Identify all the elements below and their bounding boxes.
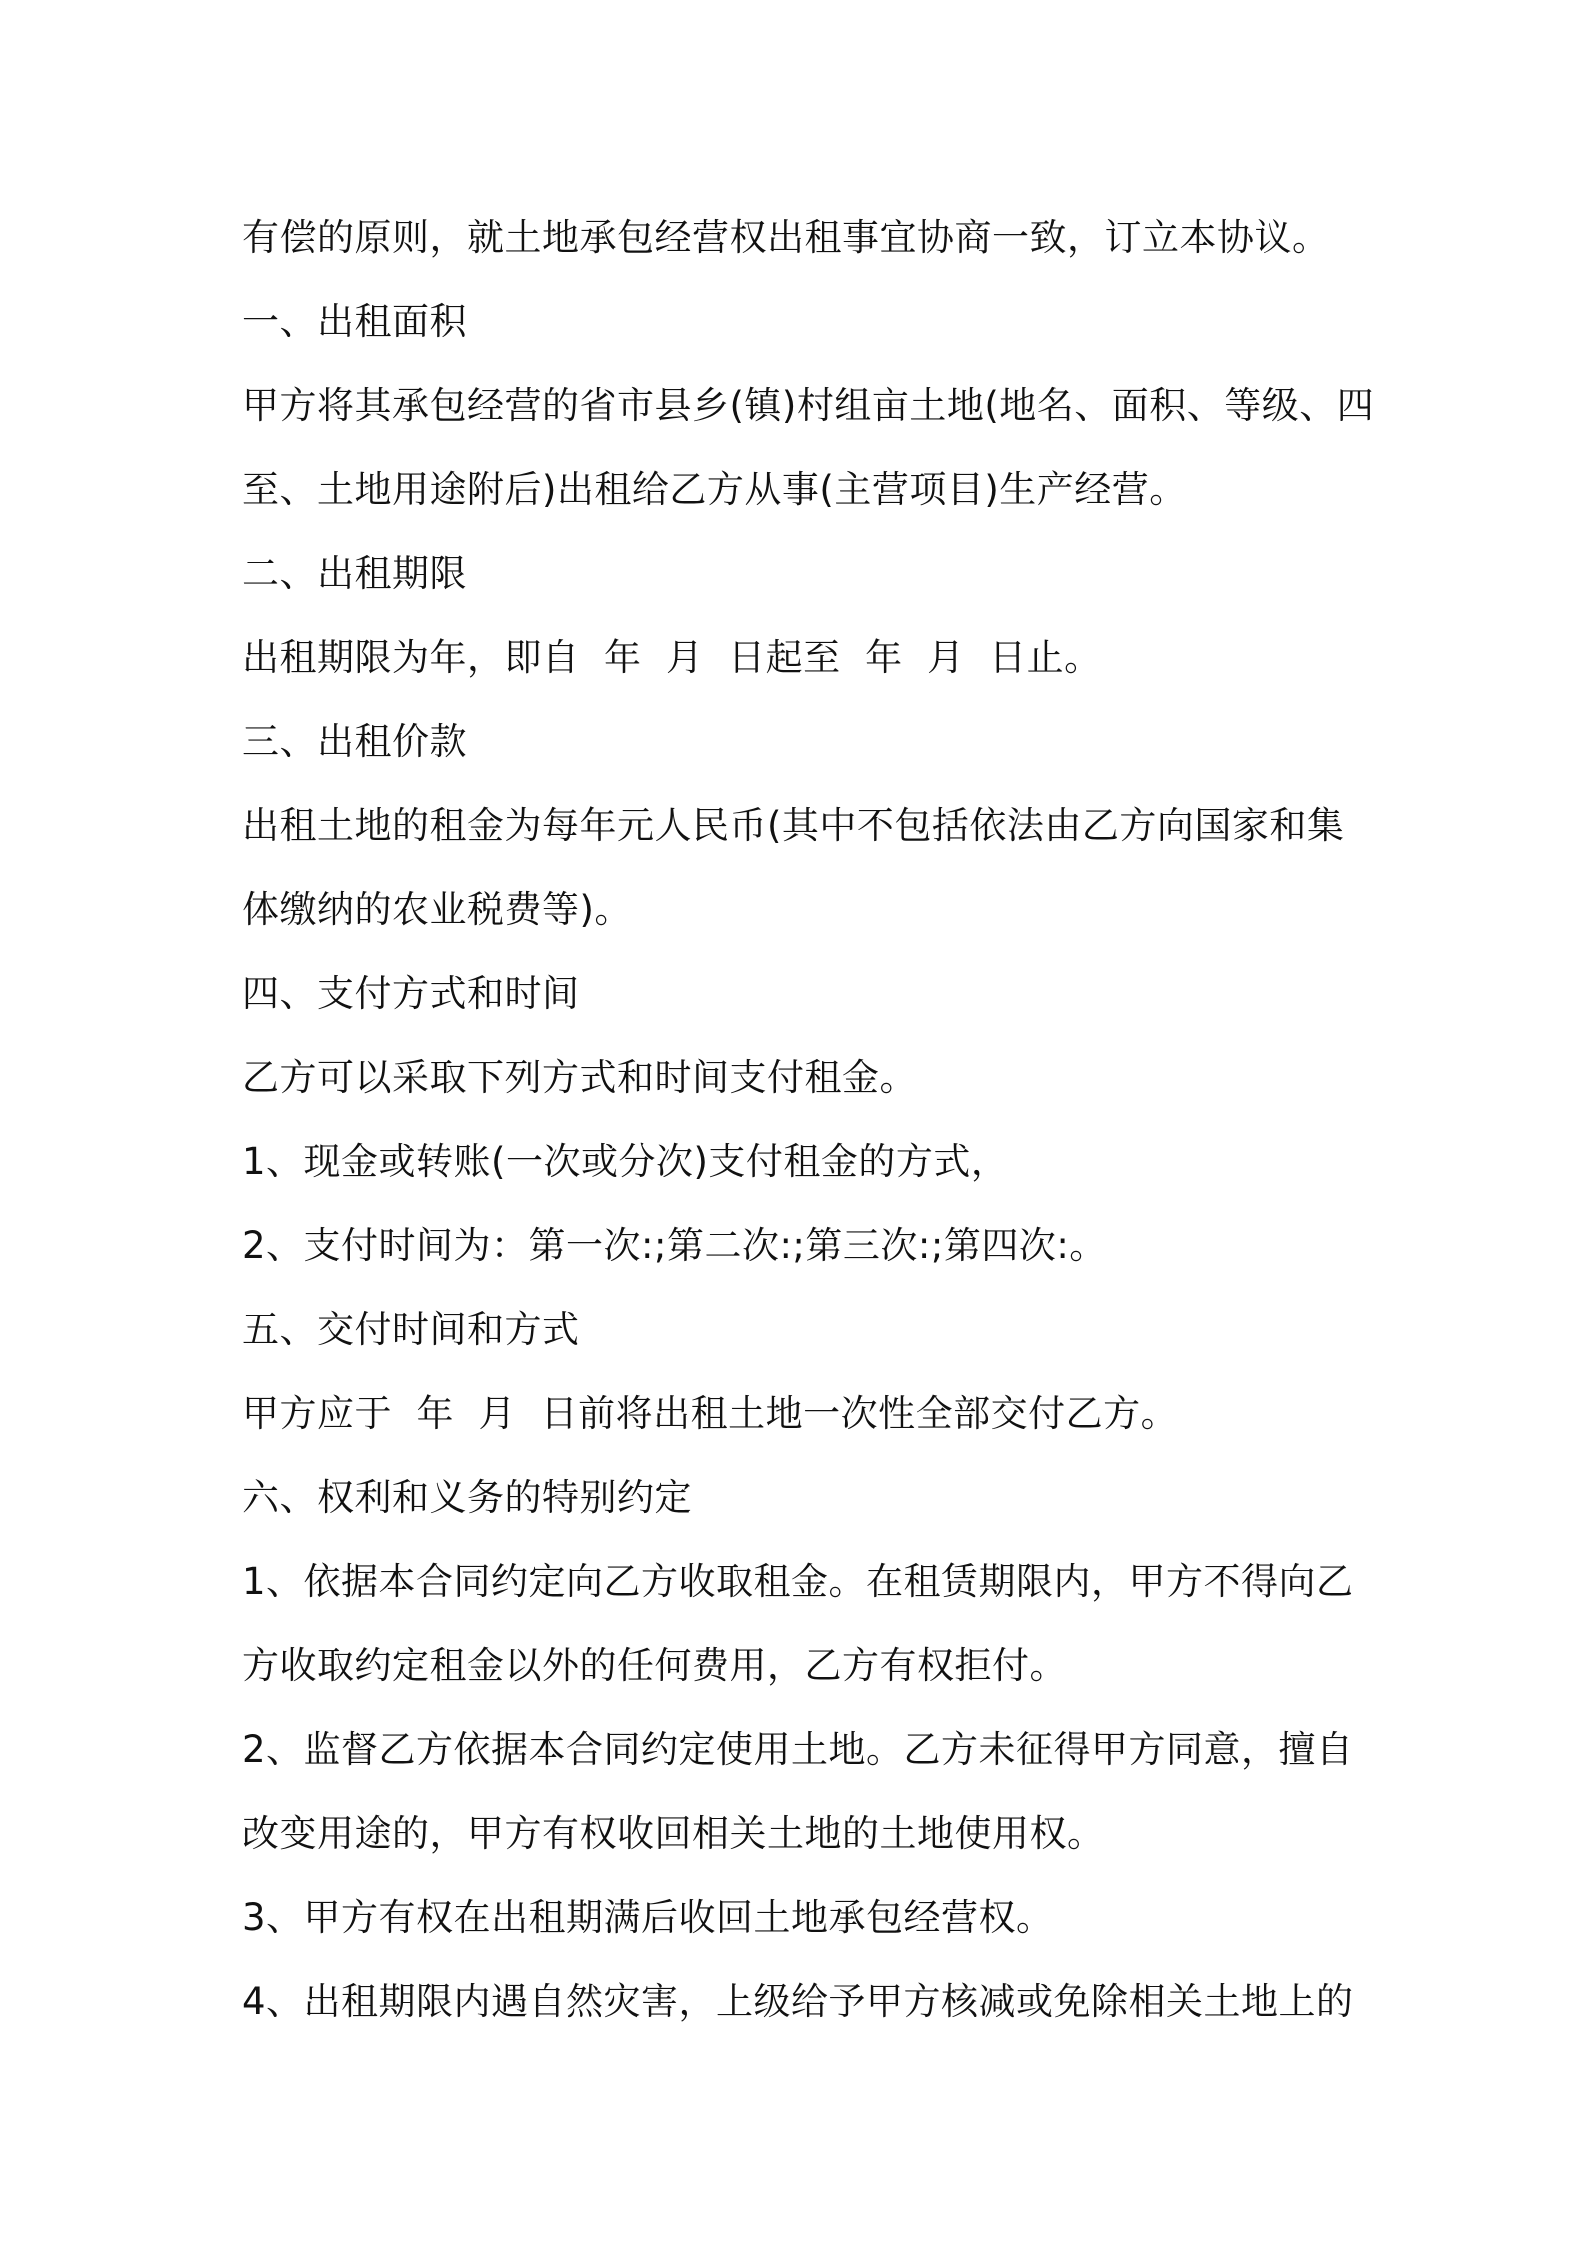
list-item: 2、监督乙方依据本合同约定使用土地。乙方未征得甲方同意，擅自 bbox=[242, 1728, 1354, 1771]
list-item: 1、现金或转账(一次或分次)支付租金的方式， bbox=[242, 1140, 1009, 1183]
paragraph-line: 出租土地的租金为每年元人民币(其中不包括依法由乙方向国家和集 bbox=[242, 804, 1345, 847]
paragraph-line: 甲方将其承包经营的省市县乡(镇)村组亩土地(地名、面积、等级、四 bbox=[242, 384, 1375, 427]
paragraph-line: 乙方可以采取下列方式和时间支付租金。 bbox=[242, 1056, 917, 1099]
section-heading-price: 三、出租价款 bbox=[242, 720, 467, 763]
paragraph-line: 出租期限为年，即自 年 月 日起至 年 月 日止。 bbox=[242, 636, 1102, 679]
paragraph-line: 甲方应于 年 月 日前将出租土地一次性全部交付乙方。 bbox=[242, 1392, 1179, 1435]
section-heading-rights: 六、权利和义务的特别约定 bbox=[242, 1476, 692, 1519]
section-heading-payment: 四、支付方式和时间 bbox=[242, 972, 580, 1015]
section-heading-delivery: 五、交付时间和方式 bbox=[242, 1308, 580, 1351]
paragraph-line: 方收取约定租金以外的任何费用，乙方有权拒付。 bbox=[242, 1644, 1067, 1687]
paragraph-line: 至、土地用途附后)出租给乙方从事(主营项目)生产经营。 bbox=[242, 468, 1187, 511]
document-page bbox=[242, 196, 1375, 2044]
paragraph-line: 有偿的原则，就土地承包经营权出租事宜协商一致，订立本协议。 bbox=[242, 216, 1330, 259]
list-item: 4、出租期限内遇自然灾害，上级给予甲方核减或免除相关土地上的 bbox=[242, 1980, 1354, 2023]
paragraph-line: 改变用途的，甲方有权收回相关土地的土地使用权。 bbox=[242, 1812, 1105, 1855]
list-item: 2、支付时间为：第一次:;第二次:;第三次:;第四次:。 bbox=[242, 1224, 1107, 1267]
section-heading-term: 二、出租期限 bbox=[242, 552, 467, 595]
list-item: 3、甲方有权在出租期满后收回土地承包经营权。 bbox=[242, 1896, 1054, 1939]
list-item: 1、依据本合同约定向乙方收取租金。在租赁期限内，甲方不得向乙 bbox=[242, 1560, 1354, 1603]
paragraph-line: 体缴纳的农业税费等)。 bbox=[242, 888, 632, 931]
section-heading-area: 一、出租面积 bbox=[242, 300, 467, 343]
